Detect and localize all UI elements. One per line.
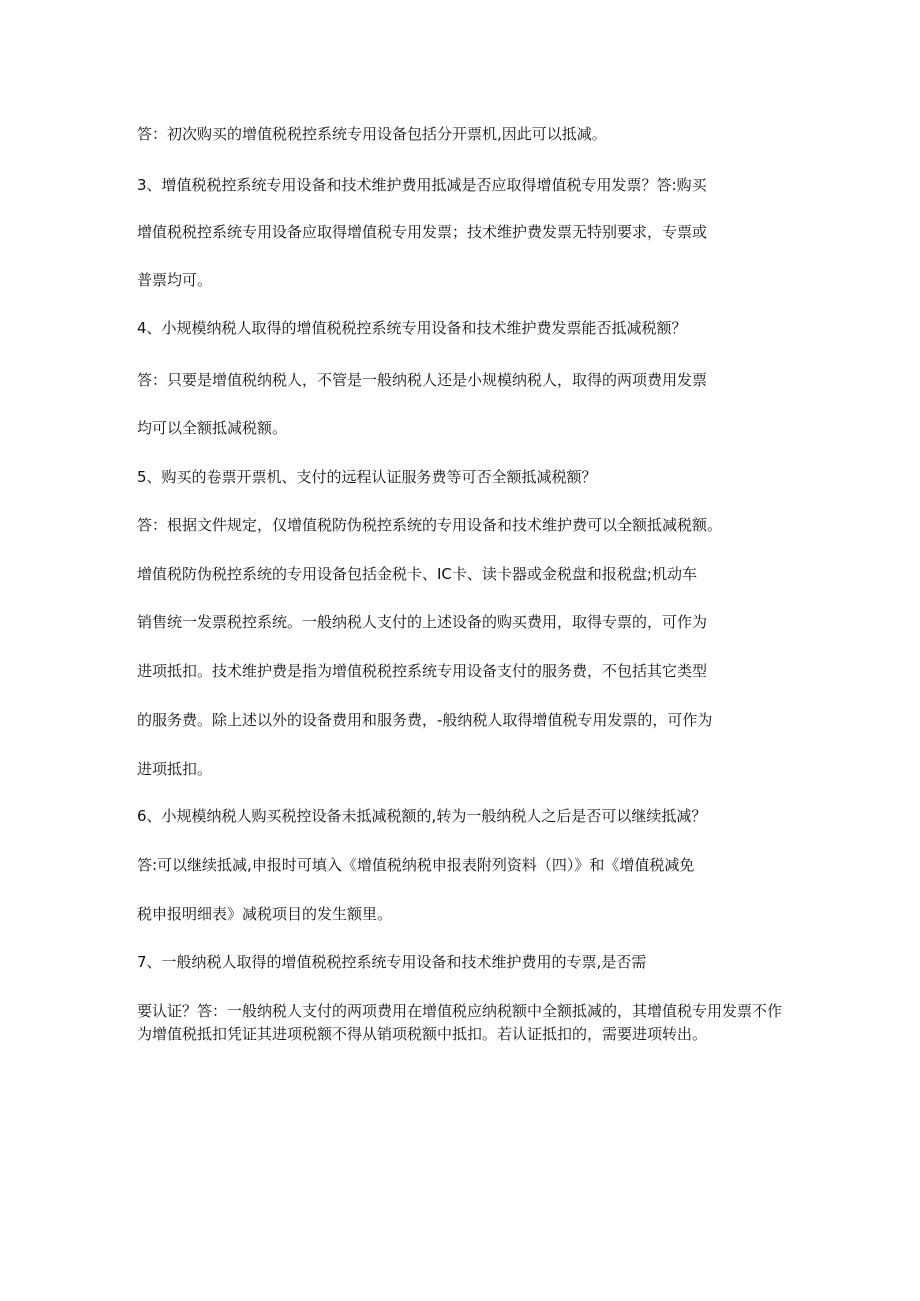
answer-3-line-1: 增值税税控系统专用设备应取得增值税专用发票；技术维护费发票无特别要求，专票或 (137, 223, 708, 241)
question-6-line: 6、小规模纳税人购买税控设备未抵减税额的,转为一般纳税人之后是否可以继续抵减？ (137, 807, 707, 825)
answer-line-1: 答：初次购买的增值税税控系统专用设备包括分开票机,因此可以抵减。 (137, 125, 607, 143)
answer-4-line-2: 均可以全额抵减税额。 (137, 419, 288, 437)
answer-5-line-3: 销售统一发票税控系统。一般纳税人支付的上述设备的购买费用，取得专票的，可作为 (137, 613, 708, 631)
question-3-line: 3、增值税税控系统专用设备和技术维护费用抵减是否应取得增值税专用发票？答:购买 (137, 176, 707, 194)
question-5-line: 5、购买的卷票开票机、支付的远程认证服务费等可否全额抵减税额？ (137, 468, 597, 486)
answer-4-line-1: 答：只要是增值税纳税人，不管是一般纳税人还是小规模纳税人，取得的两项费用发票 (137, 371, 708, 389)
answer-5-line-2: 增值税防伪税控系统的专用设备包括金税卡、IC卡、读卡器或金税盘和报税盘;机动车 (137, 565, 697, 583)
answer-5-line-5: 的服务费。除上述以外的设备费用和服务费，-般纳税人取得增值税专用发票的，可作为 (137, 711, 713, 729)
answer-5-line-1: 答：根据文件规定，仅增值税防伪税控系统的专用设备和技术维护费可以全额抵减税额。 (137, 516, 723, 534)
answer-7-paragraph: 要认证？答：一般纳税人支付的两项费用在增值税应纳税额中全额抵减的，其增值税专用发票不作为增值税抵扣凭证其进项税额不得从销项税额中抵扣。若认证抵扣的，需要进项转出。 (137, 1002, 783, 1043)
answer-5-line-4: 进项抵扣。技术维护费是指为增值税税控系统专用设备支付的服务费，不包括其它类型 (137, 662, 708, 680)
answer-3-line-2: 普票均可。 (137, 271, 213, 289)
question-4-line: 4、小规模纳税人取得的增值税税控系统专用设备和技术维护费发票能否抵减税额？ (137, 319, 687, 337)
answer-6-line-2: 税申报明细表》减税项目的发生额里。 (137, 905, 393, 923)
question-7-line: 7、一般纳税人取得的增值税税控系统专用设备和技术维护费用的专票,是否需 (137, 953, 647, 971)
answer-6-line-1: 答:可以继续抵减,申报时可填入《增值税纳税申报表附列资料（四）》和《增值税减免 (137, 856, 695, 874)
answer-5-line-6: 进项抵扣。 (137, 760, 213, 778)
